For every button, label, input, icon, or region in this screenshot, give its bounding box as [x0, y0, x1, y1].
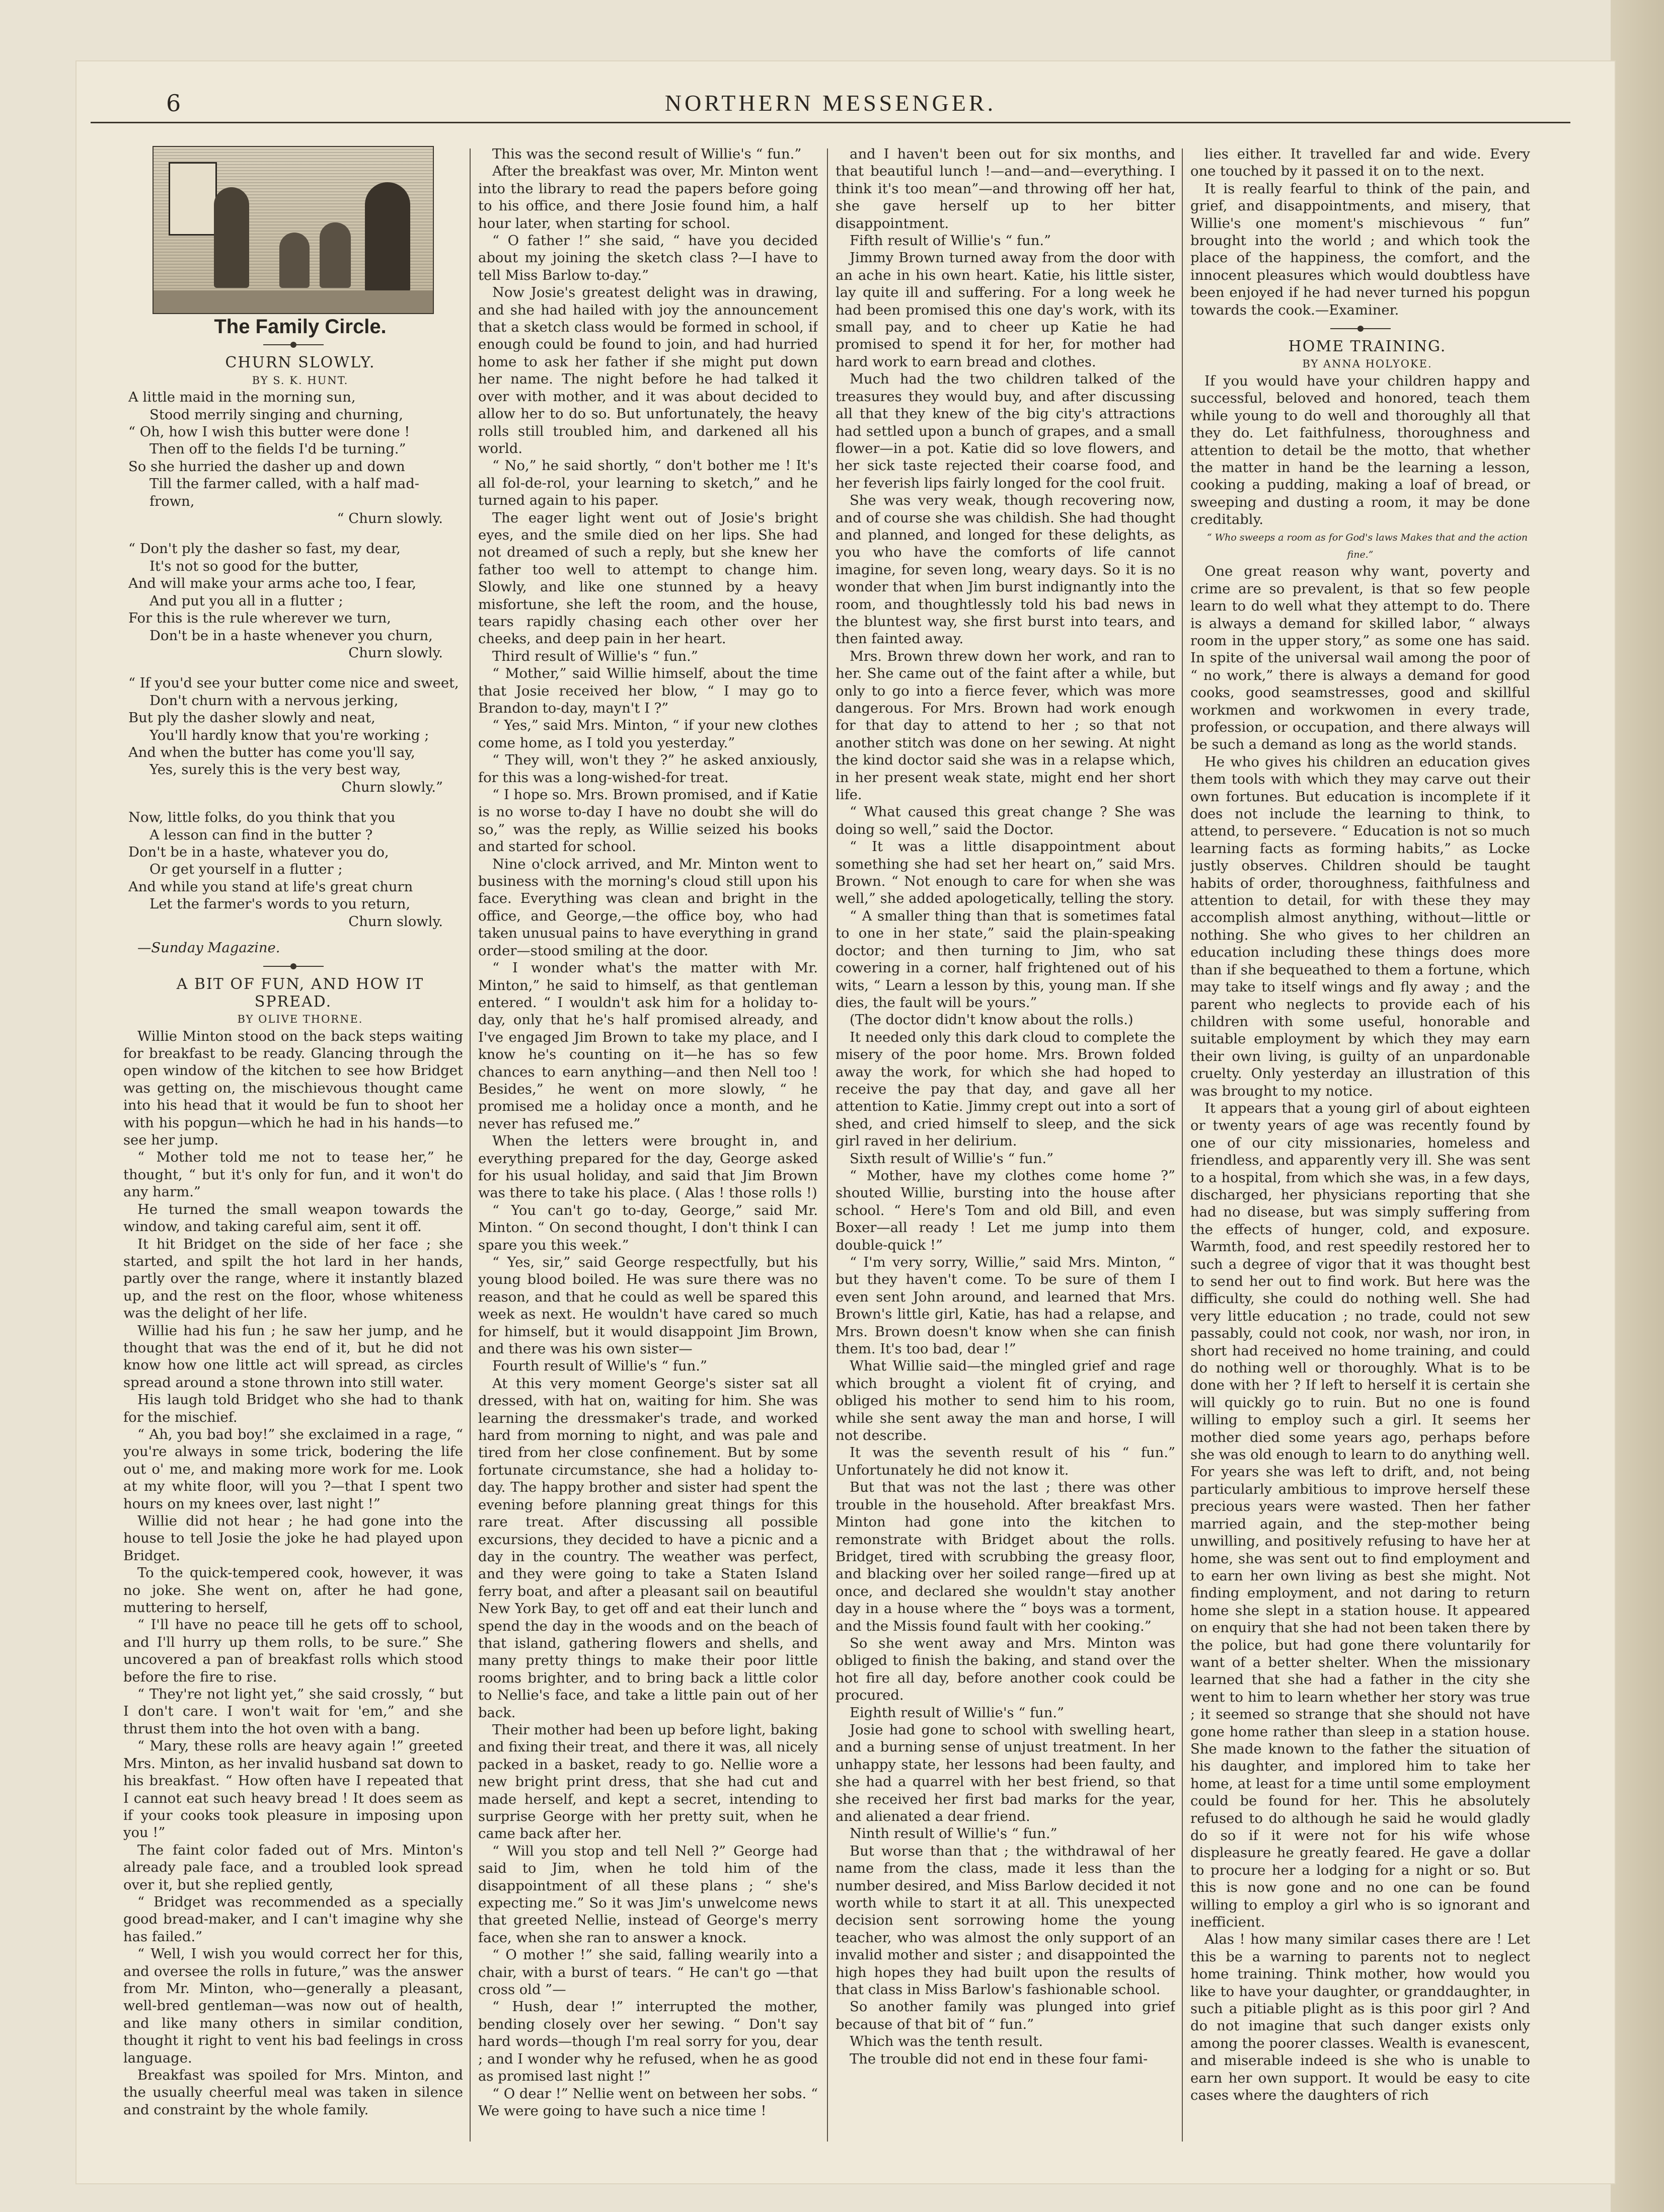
- poem-line: Or get yourself in a flutter ;: [149, 862, 343, 878]
- paragraph: He who gives his children an education gives them tools with which they may carve out their own fortunes. But education is incomplete if it does not include the learning to think, to attend, to persevere. “ Education is not so much learning facts as forming habits,” as Locke justly observes. Children should be taught habits of order, thoroughness, faithfulness and attention to detail, for with these they may accomplish almost anything, without—little or nothing. She who gives to her children an education including these things does more than if she bequeathed to them a fortune, which may take to itself wings and fly away ; and the parent who neglects to provide each of his children with some useful, honorable and suitable employment by which they may earn their own living, is guilty of an unpardonable cruelty. Only yesterday an illustration of this was brought to my notice.: [1190, 754, 1530, 1099]
- paragraph: “ Yes, sir,” said George respectfully, but his young blood boiled. He was sure there was no reason, and that he could as well be spared this week as next. He wouldn't have cared so much for himself, but it would disappoint Jim Brown, and there was his own sister—: [478, 1255, 818, 1357]
- article-title-home: HOME TRAINING.: [1288, 338, 1447, 356]
- poem-line: Churn slowly.: [348, 913, 443, 930]
- paragraph: It is really fearful to think of the pain, and grief, and disappointments, and misery, that Willie's one moment's mischievous “ fun” brought into the world ; and which took the place of the happiness, the comfort, and the innocent pleasures which would doubtless have been enjoyed if he had never turned his popgun towards the cook.—Examiner.: [1190, 181, 1530, 318]
- paragraph: The trouble did not end in these four fami-: [850, 2051, 1148, 2067]
- paragraph: One great reason why want, poverty and crime are so prevalent, is that so few people learn to do well what they attempt to do. There is always a demand for skilled labor, “ always room in the upper story,” as some one has said. In spite of the universal wail among the poor of “ no work,” there is always a demand for good cooks, good seamstresses, good and skillful workmen and workwomen in every trade, profession, or occupation, and there always will be such a demand as long as the world stands.: [1190, 564, 1530, 753]
- paragraph: It appears that a young girl of about eighteen or twenty years of age was recently found by one of our city missionaries, homeless and friendless, and apparently very ill. She was sent to a hospital, from which she was, in a few days, discharged, her physicians reporting that she had no disease, but was simply suffering from the effects of hunger, cold, and exposure. Warmth, food, and rest speedily restored her to such a degree of vigor that it was thought best to send her out to find work. But here was the difficulty, she could do nothing well. She had very little education ; no trade, could not sew passably, could not cook, nor wash, nor iron, in short had received no home training, and could do nothing well or thoroughly. What is to be done with her ? If left to herself it is certain she will quickly go to ruin. But no one is found willing to employ such a girl. It seems her mother died some years ago, perhaps before she was old enough to learn to do anything well. For years she was left to drift, and, not being particularly ambitious to improve herself these precious years were wasted. Then her father married again, and the step-mother being unwilling, and positively refusing to have her at home, she was sent out to find employment and to earn her own living as best she might. Not finding employment, and not daring to return home she slept in a station house. It appeared on enquiry that she had not been taken there by the police, but had gone there voluntarily for want of a better shelter. When the missionary learned that she had a father in the city she went to him to learn whether her story was true ; it seemed so strange that she should not have gone home rather than sleep in a station house. She made known to the father the situation of his daughter, and implored him to take her home, at least for a time until some employment could be found for her. This he absolutely refused to do although he said he would gladly do so if it were not for his wife whose displeasure he greatly feared. He gave a dollar to procure her a lodging for a night or so. But this is now gone and no one can be found willing to employ a girl who is so ignorant and inefficient.: [1190, 1100, 1530, 1931]
- article-fun-part-3: [836, 146, 1175, 2068]
- poem-line: Don't be in a haste whenever you churn,: [149, 628, 433, 644]
- column-1: [123, 146, 463, 2157]
- paragraph: (The doctor didn't know about the rolls.): [850, 1012, 1133, 1028]
- paragraph: She was very weak, though recovering now, and of course she was childish. She had thought and planned, and longed for these delights, as you who have the comforts of life cannot imagine, for seven long, weary days. So it is no wonder that when Jim burst indignantly into the room, and thoughtlessly told his bad news in the bluntest way, she first burst into tears, and then fainted away.: [836, 493, 1175, 647]
- paragraph: This was the second result of Willie's “ fun.”: [492, 146, 802, 162]
- poem-line: “ Don't ply the dasher so fast, my dear,: [128, 541, 401, 557]
- poem-line: Churn slowly.”: [341, 779, 443, 795]
- paragraph: Their mother had been up before light, baking and fixing their treat, and there it was, all nicely packed in a basket, ready to go. Nellie wore a new bright print dress, that she had cut and made herself, and kept a secret, intending to surprise George with her pretty suit, when he came back after her.: [478, 1722, 818, 1842]
- paragraph: “ What caused this great change ? She was doing so well,” said the Doctor.: [836, 804, 1175, 837]
- paragraph: “ Will you stop and tell Nell ?” George had said to Jim, when he told him of the disappointment of all these plans ; “ she's expecting me.” So it was Jim's unwelcome news that greeted Nellie, instead of George's merry face, when she ran to answer a knock.: [478, 1843, 818, 1946]
- paragraph: If you would have your children happy and successful, beloved and honored, teach them while young to do well and thoroughly all that they do. Let faithfulness, thoroughness and attention to detail be the motto, that whether the matter in hand be the learning a lesson, cooking a pudding, making a loaf of bread, or sweeping and dusting a room, it may be done creditably.: [1190, 373, 1530, 528]
- poem-line: It's not so good for the butter,: [149, 558, 359, 574]
- poem-byline: BY S. K. HUNT.: [252, 374, 349, 387]
- separator: [263, 344, 324, 345]
- poem-line: You'll hardly know that you're working ;: [149, 727, 429, 743]
- paragraph: “ Yes,” said Mrs. Minton, “ if your new clothes come home, as I told you yesterday.”: [478, 718, 818, 751]
- paragraph: Mrs. Brown threw down her work, and ran to her. She came out of the faint after a while, but only to go into a fierce fever, which was more dangerous. For Mrs. Brown had work enough for that day to attend to her ; so that not another stitch was done on her sewing. At night the kind doctor said she was in a relapse which, in her present weak state, might end her short life.: [836, 648, 1175, 803]
- paragraph: At this very moment George's sister sat all dressed, with hat on, waiting for him. She was learning the dressmaker's trade, and worked hard from morning to night, and was pale and tired from her close confinement. But by some fortunate circumstance, she had a holiday to-day. The happy brother and sister had spent the evening before planning great things for this rare treat. After discussing all possible excursions, they decided to have a picnic and a day in the country. The weather was perfect, and they were going to take a Staten Island ferry boat, and after a pleasant sail on beautiful New York Bay, to get off and eat their lunch and spend the day in the woods and on the beach of that island, gathering flowers and shells, and many pretty things to make their poor little rooms brighter, and to bring back a little color to Nellie's face, and take a little pain out of her back.: [478, 1376, 818, 1721]
- paragraph: Much had the two children talked of the treasures they would buy, and after discussing all that they knew of the big city's attractions had settled upon a bunch of grapes, and a small flower—in a pot. Katie did so love flowers, and her sick taste rejected their coarse food, and her feverish lips fairly longed for the cool fruit.: [836, 371, 1175, 491]
- poem-line: Churn slowly.: [348, 645, 443, 661]
- column-2: [478, 146, 818, 2157]
- paragraph: “ Mary, these rolls are heavy again !” greeted Mrs. Minton, as her invalid husband sat down to his breakfast. “ How often have I repeated that I cannot eat such heavy bread ! It does seem as if your cooks took pleasure in imposing upon you !”: [123, 1738, 463, 1841]
- poem-line: “ If you'd see your butter come nice and sweet,: [128, 675, 459, 692]
- article-fun-part-1: [123, 1028, 463, 2119]
- article-home-body: [1190, 563, 1530, 2104]
- paragraph: “ A smaller thing than that is sometimes fatal to one in her state,” said the plain-speaking doctor; and then turning to Jim, who sat cowering in a corner, half frightened out of his wits, “ Learn a lesson by this, young man. If she dies, the fault will be yours.”: [836, 908, 1175, 1011]
- paragraph: “ I'm very sorry, Willie,” said Mrs. Minton, “ but they haven't come. To be sure of them I even sent John around, and learned that Mrs. Brown's little girl, Katie, has had a relapse, and Mrs. Brown doesn't know when she can finish them. It's too bad, dear !”: [836, 1255, 1175, 1357]
- page-number: 6: [166, 90, 183, 117]
- paragraph: Jimmy Brown turned away from the door with an ache in his own heart. Katie, his little sister, lay quite ill and suffering. For a long week he had been promised this one day's work, with its small pay, and to cheer up Katie he had promised to spend it for her, for mother had hard work to earn bread and clothes.: [836, 250, 1175, 370]
- paragraph: Eighth result of Willie's “ fun.”: [850, 1705, 1065, 1721]
- poem-line: “ Oh, how I wish this butter were done !: [128, 424, 410, 440]
- paragraph: It needed only this dark cloud to complete the misery of the poor home. Mrs. Brown folded away the work, for which she had hoped to receive the pay that day, and gave all her attention to Katie. Jimmy crept out into a sort of shed, and cried himself to sleep, and the sick girl raved in her delirium.: [836, 1029, 1175, 1150]
- paragraph: To the quick-tempered cook, however, it was no joke. She went on, after he had gone, muttering to herself,: [123, 1565, 463, 1616]
- paragraph: “ They're not light yet,” she said crossly, “ but I don't care. I won't wait for 'em,” and she thrust them into the hot oven with a bang.: [123, 1687, 463, 1737]
- poem-line: And while you stand at life's great churn: [128, 879, 413, 895]
- poem-line: Stood merrily singing and churning,: [149, 407, 403, 423]
- family-reading-engraving-icon: [153, 146, 434, 314]
- paragraph: “ It was a little disappointment about something she had set her heart on,” said Mrs. Brown. “ Not enough to care for when she was well,” she added apologetically, telling the story.: [836, 839, 1175, 907]
- paragraph: “ O father !” she said, “ have you decided about my joining the sketch class ?—I have to tell Miss Barlow to-day.”: [478, 233, 818, 283]
- paragraph: The eager light went out of Josie's bright eyes, and the smile died on her lips. She had not dreamed of such a reply, but she knew her father too well to attempt to change him. Slowly, and like one stunned by a heavy misfortune, she left the room, and the house, tears rapidly chasing each other over her cheeks, and deep pain in her heart.: [478, 510, 818, 647]
- poem-line: And put you all in a flutter ;: [149, 593, 343, 609]
- paragraph: Third result of Willie's “ fun.”: [492, 648, 698, 664]
- paragraph: The faint color faded out of Mrs. Minton's already pale face, and a troubled look spread over it, but she replied gently,: [123, 1842, 463, 1893]
- column-rule-1: [470, 148, 471, 2142]
- poem-line: For this is the rule wherever we turn,: [128, 611, 391, 627]
- paragraph: “ Mother, have my clothes come home ?” shouted Willie, bursting into the house after school. “ Here's Tom and old Bill, and even Boxer—all ready ! Let me jump into them double-quick !”: [836, 1168, 1175, 1253]
- poem-line: Let the farmer's words to you return,: [149, 896, 411, 912]
- poem-line: Don't churn with a nervous jerking,: [149, 693, 399, 709]
- article-home-intro: [1190, 373, 1530, 529]
- paragraph: Ninth result of Willie's “ fun.”: [850, 1826, 1057, 1842]
- running-header: [91, 87, 1570, 123]
- paragraph: Willie had his fun ; he saw her jump, and he thought that was the end of it, but he did not know how one little act will spread, as circles spread around a stone thrown into still water.: [123, 1323, 463, 1391]
- paragraph: He turned the small weapon towards the window, and taking careful aim, sent it off.: [123, 1201, 463, 1235]
- article-fun-part-2: [478, 146, 818, 2120]
- separator: [1330, 328, 1391, 329]
- paragraph: But worse than that ; the withdrawal of her name from the class, made it less than the number desired, and Miss Barlow decided it not worth while to start it at all. This unexpected decision sent sorrowing home the young teacher, who was almost the only support of an invalid mother and sister ; and disappointed the high hopes they had built upon the results of that class in Miss Barlow's fashionable school.: [836, 1843, 1175, 1998]
- paragraph: “ You can't go to-day, George,” said Mr. Minton. “ On second thought, I don't think I can spare you this week.”: [478, 1202, 818, 1253]
- page-fold-edge: [1611, 0, 1664, 2212]
- poem-title: CHURN SLOWLY.: [225, 354, 375, 372]
- paragraph: “ I'll have no peace till he gets off to school, and I'll hurry up them rolls, to be sure.” She uncovered a pan of breakfast rolls which stood before the fire to rise.: [123, 1617, 463, 1685]
- paragraph: Which was the tenth result.: [850, 2034, 1043, 2050]
- article-title-fun: A BIT OF FUN, AND HOW IT SPREAD.: [176, 975, 424, 1011]
- separator: [263, 966, 324, 967]
- paragraph: “ Bridget was recommended as a specially good bread-maker, and I can't imagine why she has failed.”: [123, 1894, 463, 1945]
- poem-line: “ Churn slowly.: [337, 511, 443, 527]
- article-byline-fun: BY OLIVE THORNE.: [237, 1013, 363, 1026]
- paragraph: It hit Bridget on the side of her face ; she started, and spilt the hot lard in her hands, partly over the range, where it instantly blazed up, and the rest on the floor, whose whiteness was the delight of her life.: [123, 1236, 463, 1322]
- paragraph: “ I hope so. Mrs. Brown promised, and if Katie is no worse to-day I have no doubt she will do so,” was the reply, as Willie seized his books and started for school.: [478, 787, 818, 855]
- paragraph: Breakfast was spoiled for Mrs. Minton, and the usually cheerful meal was taken in silence and constraint by the whole family.: [123, 2068, 463, 2118]
- paragraph: Sixth result of Willie's “ fun.”: [850, 1151, 1054, 1167]
- poem-line: And when the butter has come you'll say,: [128, 744, 415, 760]
- paragraph: Fourth result of Willie's “ fun.”: [492, 1358, 707, 1375]
- paragraph: After the breakfast was over, Mr. Minton went into the library to read the papers before going to his office, and there Josie found him, a half hour later, when starting for school.: [478, 164, 818, 232]
- paragraph: Josie had gone to school with swelling heart, and a burning sense of unjust treatment. In her unhappy state, her lessons had been faulty, and she had a quarrel with her best friend, so that she received her first bad marks for the year, and alienated a dear friend.: [836, 1722, 1175, 1824]
- poem-line: Then off to the fields I'd be turning.”: [149, 441, 406, 457]
- paragraph: It was the seventh result of his “ fun.” Unfortunately he did not know it.: [836, 1445, 1175, 1478]
- paragraph: Nine o'clock arrived, and Mr. Minton went to business with the morning's cloud still upon his face. Everything was clean and bright in the office, and George,—the office boy, who had taken unusual pains to have everything in grand order—stood smiling at the door.: [478, 856, 818, 959]
- paragraph: “ They will, won't they ?” he asked anxiously, for this was a long-wished-for treat.: [478, 752, 818, 786]
- paragraph: “ I wonder what's the matter with Mr. Minton,” he said to himself, as that gentleman entered. “ I wouldn't ask him for a holiday to-day, only that he's half promised already, and I've engaged Jim Brown to take my place, and I know he's counting on it—he has so few chances to earn anything—and then Nell too ! Besides,” he went on more slowly, “ he promised me a holiday once a month, and he never has refused me.”: [478, 960, 818, 1132]
- paragraph: “ No,” he said shortly, “ don't bother me ! It's all fol-de-rol, your learning to sketch,” and he turned again to his paper.: [478, 458, 818, 509]
- poem-line: Yes, surely this is the very best way,: [149, 762, 401, 778]
- paragraph: and I haven't been out for six months, and that beautiful lunch !—and—and—everything. I think it's too mean”—and throwing off her hat, she gave herself up to her bitter disappointment.: [836, 146, 1175, 232]
- poem-body: [123, 389, 463, 931]
- paragraph: “ Ah, you bad boy!” she exclaimed in a rage, “ you're always in some trick, bodering the life out o' me, and making more work for me. Look at my white floor, will you ?—that I spent two hours on my knees over, last night !”: [123, 1426, 463, 1512]
- column-3: [836, 146, 1175, 2157]
- masthead-title: NORTHERN MESSENGER.: [664, 90, 997, 116]
- paragraph: “ Well, I wish you would correct her for this, and oversee the rolls in future,” was the answer from Mr. Minton, who—generally a pleasant, well-bred gentleman—was now out of health, and like many others in similar condition, thought it right to vent his bad feelings in cross language.: [123, 1946, 463, 2066]
- column-rule-2: [827, 148, 828, 2142]
- poem-line: Till the farmer called, with a half mad-frown,: [149, 476, 419, 509]
- paragraph: Willie Minton stood on the back steps waiting for breakfast to be ready. Glancing through the open window of the kitchen to see how Bridget was getting on, the mischievous thought came into his head that it would be fun to shoot her with his popgun—which he had in his hands—to see her jump.: [123, 1028, 463, 1149]
- paragraph: Willie did not hear ; he had gone into the house to tell Josie the joke he had played upon Bridget.: [123, 1513, 463, 1564]
- column-rule-3: [1182, 148, 1183, 2142]
- paragraph: So another family was plunged into grief because of that bit of “ fun.”: [836, 1999, 1175, 2032]
- section-title-family-circle: The Family Circle.: [214, 316, 387, 338]
- paragraph: “ O dear !” Nellie went on between her sobs. “ We were going to have such a nice time !: [478, 2086, 818, 2119]
- paragraph: lies either. It travelled far and wide. Every one touched by it passed it on to the next.: [1190, 146, 1530, 180]
- paragraph: “ Mother told me not to tease her,” he thought, “ but it's only for fun, and it won't do any harm.”: [123, 1150, 463, 1200]
- paragraph: “ O mother !” she said, falling wearily into a chair, with a burst of tears. “ He can't go —that cross old ”—: [478, 1947, 818, 1998]
- paragraph: Fifth result of Willie's “ fun.”: [850, 233, 1051, 249]
- article-fun-part-4: [1190, 146, 1530, 319]
- poem-line: Don't be in a haste, whatever you do,: [128, 844, 389, 860]
- poem-line: So she hurried the dasher up and down: [128, 459, 405, 475]
- poem-line: A little maid in the morning sun,: [128, 390, 356, 406]
- poem-line: And will make your arms ache too, I fear,: [128, 576, 417, 592]
- paragraph: But that was not the last ; there was other trouble in the household. After breakfast Mrs. Minton had gone into the kitchen to remonstrate with Bridget about the rolls. Bridget, tired with scrubbing the greasy floor, and blacking over her soiled range—fired up at once, and declared she wouldn't stay another day in a house where the “ boys was a torment, and the Missis found fault with her cooking.”: [836, 1480, 1175, 1634]
- paragraph: So she went away and Mrs. Minton was obliged to finish the baking, and stand over the hot fire all day, before another cook could be procured.: [836, 1635, 1175, 1704]
- poem-line: Now, little folks, do you think that you: [128, 810, 396, 826]
- paragraph: Now Josie's greatest delight was in drawing, and she had hailed with joy the announcement that a sketch class would be formed in school, if enough could be found to join, and had hurried home to ask her father if she might put down her name. The night before he had talked it over with mother, and it was about decided to allow her to do so. But unfortunately, the heavy rolls still troubled him, and darkened all his world.: [478, 285, 818, 456]
- paragraph: “ Hush, dear !” interrupted the mother, bending closely over her sewing. “ Don't say hard words—though I'm real sorry for you, dear ; and I wonder why he refused, when he as good as promised last night !”: [478, 1999, 818, 2085]
- paragraph: What Willie said—the mingled grief and rage which brought a violent fit of crying, and obliged his mother to send him to his room, while she sent away the man and horse, I will not describe.: [836, 1358, 1175, 1444]
- epigraph-quote: “ Who sweeps a room as for God's laws Makes that and the action fine.”: [1206, 531, 1528, 560]
- poem-line: But ply the dasher slowly and neat,: [128, 710, 375, 726]
- article-byline-home: BY ANNA HOLYOKE.: [1302, 358, 1432, 370]
- column-4: [1190, 146, 1530, 2157]
- paragraph: When the letters were brought in, and everything prepared for the day, George asked for his usual holiday, and said that Jim Brown was there to take his place. ( Alas ! those rolls !): [478, 1133, 818, 1201]
- poem-line: A lesson can find in the butter ?: [149, 827, 373, 843]
- paragraph: “ Mother,” said Willie himself, about the time that Josie received her blow, “ I may go to Brandon to-day, mayn't I ?”: [478, 666, 818, 716]
- paragraph: Alas ! how many similar cases there are ! Let this be a warning to parents not to neglect home training. Think mother, how would you like to have your daughter, or granddaughter, in such a pitiable plight as is this poor girl ? And do not imagine that such danger exists only among the poorer classes. Wealth is evanescent, and miserable indeed is she who is unable to earn her own support. It would be easy to cite cases where the daughters of rich: [1190, 1932, 1530, 2104]
- paragraph: His laugh told Bridget who she had to thank for the mischief.: [123, 1392, 463, 1425]
- poem-source: —Sunday Magazine.: [137, 940, 280, 956]
